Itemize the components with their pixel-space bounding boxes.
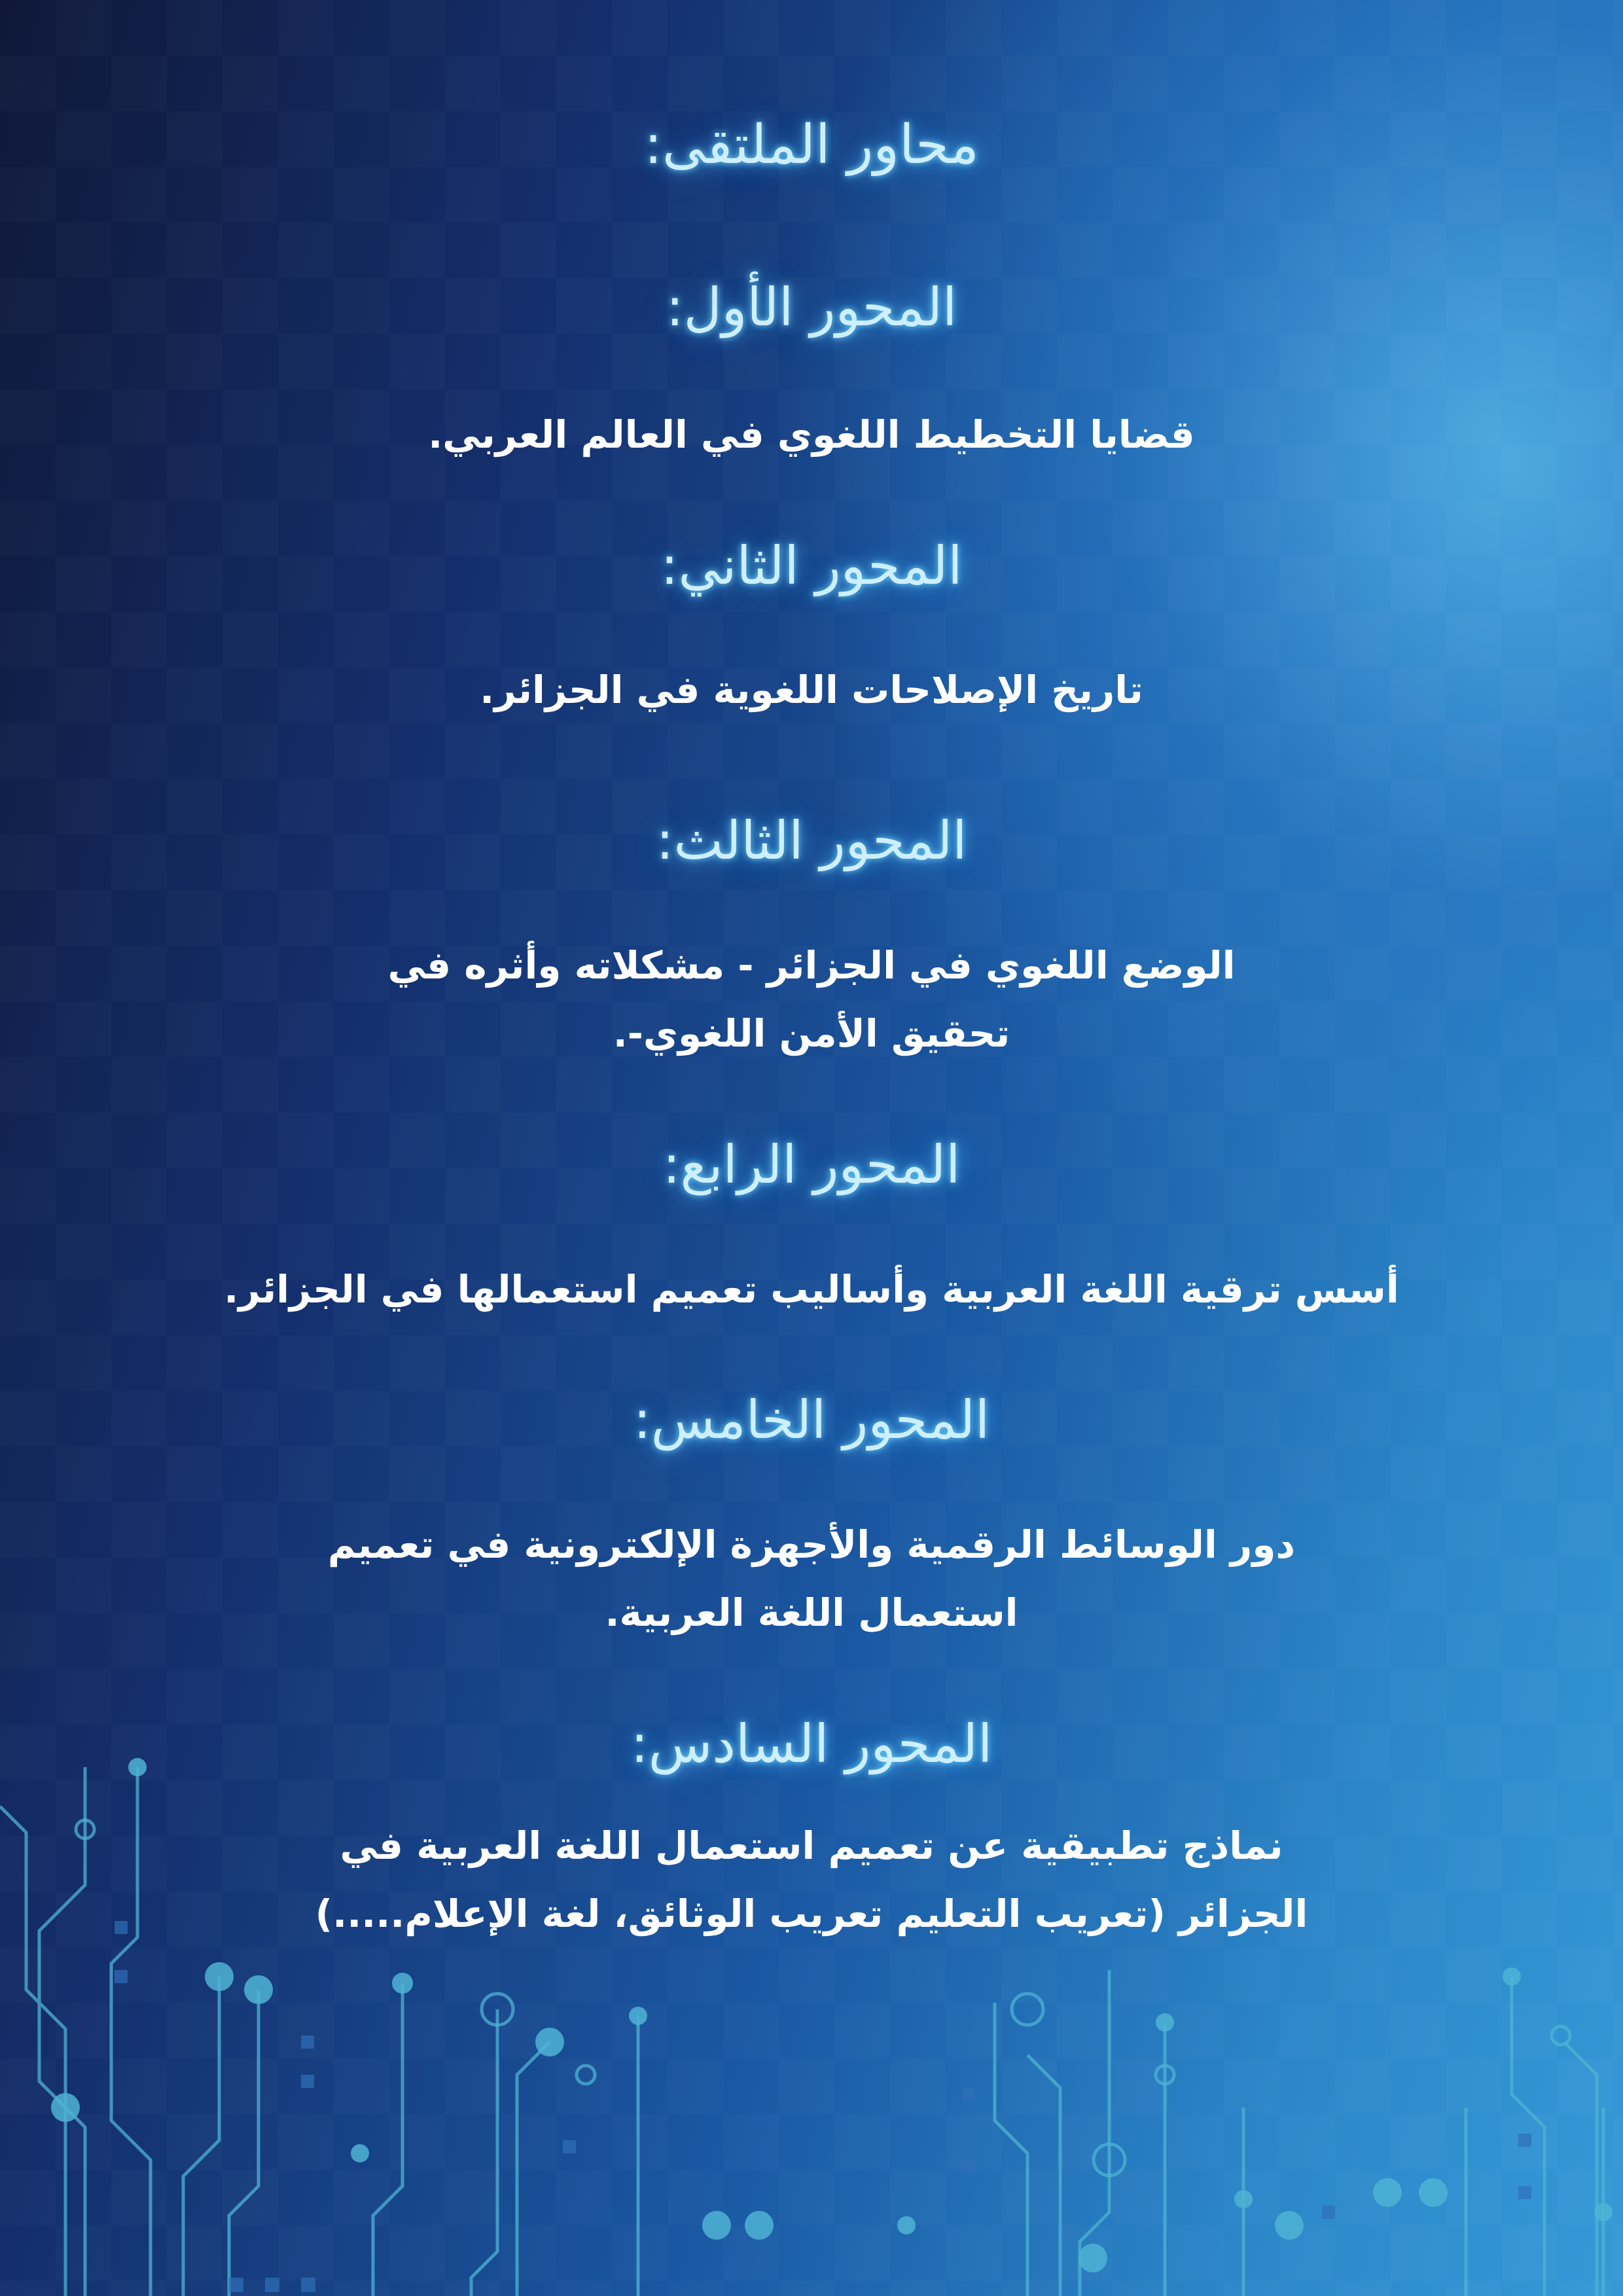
axis-6-description-line-2: الجزائر (تعريب التعليم تعريب الوثائق، لغة الإعلام.....) xyxy=(315,1892,1308,1936)
axis-3-description-line-1: الوضع اللغوي في الجزائر - مشكلاته وأثره في xyxy=(387,943,1236,988)
axis-5-description-line-1: دور الوسائط الرقمية والأجهزة الإلكترونية في تعميم xyxy=(327,1522,1296,1567)
axis-4-description: أسس ترقية اللغة العربية وأساليب تعميم استعمالها في الجزائر. xyxy=(224,1267,1399,1312)
axis-3-description-line-2: تحقيق الأمن اللغوي-. xyxy=(613,1011,1010,1056)
axis-1-description: قضايا التخطيط اللغوي في العالم العربي. xyxy=(428,412,1195,457)
axis-6-description-line-1: نماذج تطبيقية عن تعميم استعمال اللغة العربية في xyxy=(340,1823,1283,1868)
axis-1-heading: المحور الأول: xyxy=(666,277,957,338)
axis-5-description-line-2: استعمال اللغة العربية. xyxy=(605,1590,1018,1635)
axis-6-heading: المحور السادس: xyxy=(630,1713,993,1774)
axis-4-heading: المحور الرابع: xyxy=(662,1134,961,1195)
page-title: محاور الملتقى: xyxy=(644,114,979,176)
axis-2-description: تاريخ الإصلاحات اللغوية في الجزائر. xyxy=(480,668,1143,712)
axis-3-heading: المحور الثالث: xyxy=(656,810,967,871)
axis-2-heading: المحور الثاني: xyxy=(660,535,963,596)
axis-5-heading: المحور الخامس: xyxy=(633,1390,990,1450)
